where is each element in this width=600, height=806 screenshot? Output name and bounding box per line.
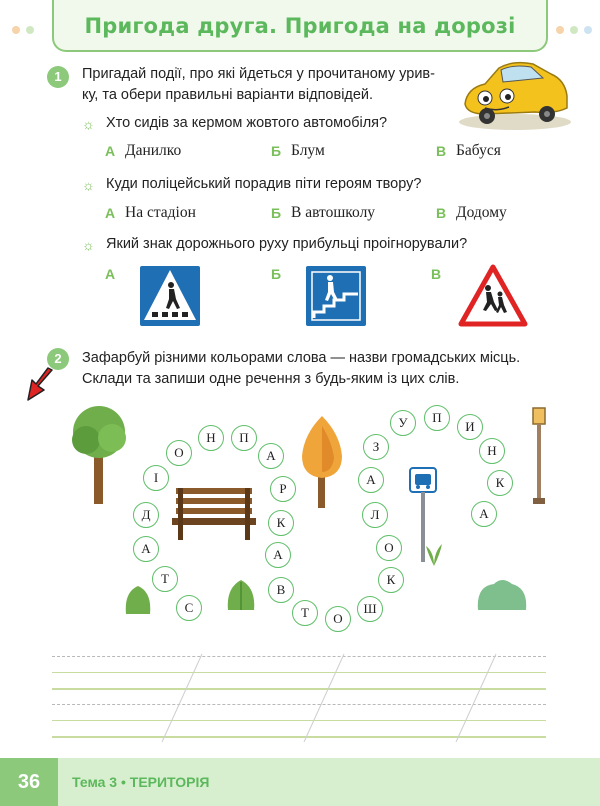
question-2: Куди поліцейський порадив піти героям твору? xyxy=(106,176,422,192)
task2-text-line1: Зафарбуй різними кольорами слова — назви громадських місць. xyxy=(82,350,521,366)
letter-circle[interactable]: П xyxy=(424,405,450,431)
option-letter: Б xyxy=(271,266,282,282)
letter-circle[interactable]: П xyxy=(231,425,257,451)
option-letter: А xyxy=(105,143,116,159)
theme-label: Тема 3 • ТЕРИТОРІЯ xyxy=(72,774,210,790)
option-letter: В xyxy=(431,266,442,282)
task1-text-line1: Пригадай події, про які йдеться у прочитаному урив- xyxy=(82,66,435,82)
page-number: 36 xyxy=(0,758,58,806)
task1-text-line2: ку, та обери правильні варіанти відповідей. xyxy=(82,87,374,103)
letter-circle[interactable]: Н xyxy=(479,438,505,464)
letter-circle[interactable]: Р xyxy=(270,476,296,502)
letter-circle[interactable]: І xyxy=(143,465,169,491)
letter-circle[interactable]: О xyxy=(325,606,351,632)
sun-bullet-icon: ☼ xyxy=(82,237,95,253)
option-letter: В xyxy=(436,143,447,159)
letter-circle[interactable]: И xyxy=(457,414,483,440)
task2-text-line2: Склади та запиши одне речення з будь-яким із цих слів. xyxy=(82,371,460,387)
letter-circle[interactable]: К xyxy=(378,567,404,593)
option-text[interactable]: Блум xyxy=(291,142,325,159)
decor-dot xyxy=(556,26,564,34)
letter-circle[interactable]: А xyxy=(265,542,291,568)
option-letter: В xyxy=(436,205,447,221)
bush-icon xyxy=(226,576,256,612)
letter-circle[interactable]: А xyxy=(358,467,384,493)
option-text[interactable]: На стадіон xyxy=(125,204,196,221)
bush-icon xyxy=(124,582,152,616)
letter-circle[interactable]: О xyxy=(166,440,192,466)
task-number-1: 1 xyxy=(47,66,69,88)
letter-circle[interactable]: В xyxy=(268,577,294,603)
option-text[interactable]: Додому xyxy=(456,204,507,221)
question-3: Який знак дорожнього руху прибульці проігнорували? xyxy=(106,236,468,252)
option-letter: А xyxy=(105,205,116,221)
page-title: Пригода друга. Пригода на дорозі xyxy=(84,14,516,38)
letter-circle[interactable]: К xyxy=(487,470,513,496)
option-letter: Б xyxy=(271,205,282,221)
letter-circle[interactable]: Н xyxy=(198,425,224,451)
decor-dot xyxy=(12,26,20,34)
sun-bullet-icon: ☼ xyxy=(82,177,95,193)
autumn-tree-icon xyxy=(296,412,348,510)
decor-dot xyxy=(26,26,34,34)
letter-circle[interactable]: Ш xyxy=(357,596,383,622)
small-plant-icon xyxy=(424,540,444,566)
letter-circle[interactable]: А xyxy=(133,536,159,562)
children-warning-sign-icon[interactable] xyxy=(458,264,528,328)
pedestrian-crossing-sign-icon[interactable] xyxy=(138,264,202,328)
letter-circle[interactable]: О xyxy=(376,535,402,561)
letter-circle[interactable]: У xyxy=(390,410,416,436)
task2-instruction xyxy=(82,348,562,390)
task-number-2: 2 xyxy=(47,348,69,370)
underground-crossing-sign-icon[interactable] xyxy=(304,264,368,328)
letter-circle[interactable]: К xyxy=(268,510,294,536)
question-1: Хто сидів за кермом жовтого автомобіля? xyxy=(106,115,388,131)
option-text[interactable]: Данилко xyxy=(125,142,182,159)
bush-icon xyxy=(476,576,528,612)
decor-dot xyxy=(584,26,592,34)
slant-guides xyxy=(52,652,546,744)
task1-instruction xyxy=(82,64,462,106)
letter-circle[interactable]: А xyxy=(258,443,284,469)
option-text[interactable]: В автошколу xyxy=(291,204,376,221)
option-letter: А xyxy=(105,266,116,282)
letter-circle[interactable]: Л xyxy=(362,502,388,528)
letter-circle[interactable]: А xyxy=(471,501,497,527)
letter-circle[interactable]: Т xyxy=(292,600,318,626)
decor-dot xyxy=(570,26,578,34)
tree-icon xyxy=(66,402,132,506)
letter-circle[interactable]: С xyxy=(176,595,202,621)
pointer-arrow-icon xyxy=(26,366,56,402)
sun-bullet-icon: ☼ xyxy=(82,116,95,132)
street-lamp-icon xyxy=(530,406,548,506)
letter-circle[interactable]: З xyxy=(363,434,389,460)
letter-circle[interactable]: Т xyxy=(152,566,178,592)
option-letter: Б xyxy=(271,143,282,159)
letter-circle[interactable]: Д xyxy=(133,502,159,528)
option-text[interactable]: Бабуся xyxy=(456,142,501,159)
bench-icon xyxy=(172,484,256,542)
yellow-car-icon xyxy=(455,52,575,132)
